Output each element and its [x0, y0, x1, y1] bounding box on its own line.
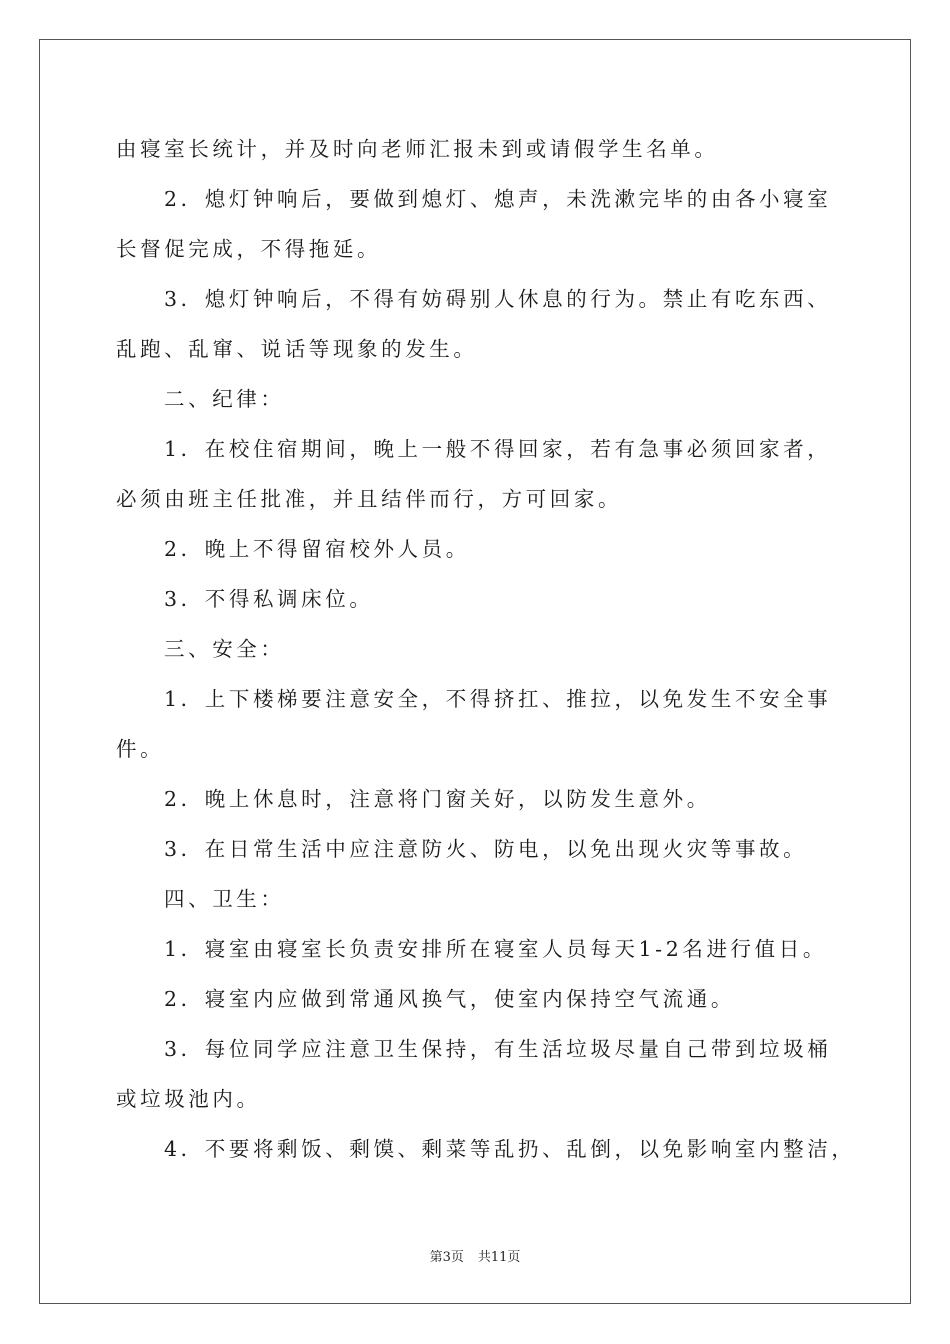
text-line: 3．熄灯钟响后，不得有妨碍别人休息的行为。禁止有吃东西、: [164, 287, 832, 311]
text-line: 件。: [116, 737, 165, 761]
text-line: 2．寝室内应做到常通风换气，使室内保持空气流通。: [164, 987, 735, 1011]
page-footer: [0, 1246, 950, 1265]
text-line: 1．寝室由寝室长负责安排所在寝室人员每天1-2名进行值日。: [164, 937, 827, 961]
text-line: 4．不要将剩饭、剩馍、剩菜等乱扔、乱倒，以免影响室内整洁，: [164, 1137, 856, 1161]
text-line: 或垃圾池内。: [116, 1087, 261, 1111]
text-line: 3．不得私调床位。: [164, 587, 374, 611]
text-line: 1．上下楼梯要注意安全，不得挤扛、推拉，以免发生不安全事: [164, 687, 832, 711]
text-line: 3．每位同学应注意卫生保持，有生活垃圾尽量自己带到垃圾桶: [164, 1037, 832, 1061]
text-line: 由寝室长统计，并及时向老师汇报未到或请假学生名单。: [116, 137, 719, 161]
page-number: 第3页: [429, 1250, 464, 1265]
text-line: 四、卫生：: [164, 887, 285, 911]
text-line: 2．熄灯钟响后，要做到熄灯、熄声，未洗漱完毕的由各小寝室: [164, 187, 832, 211]
text-line: 长督促完成，不得拖延。: [116, 237, 382, 261]
document-body: [116, 129, 856, 1179]
text-line: 2．晚上不得留宿校外人员。: [164, 537, 470, 561]
text-line: 3．在日常生活中应注意防火、防电，以免出现火灾等事故。: [164, 837, 808, 861]
text-line: 乱跑、乱窜、说话等现象的发生。: [116, 337, 478, 361]
text-line: 2．晚上休息时，注意将门窗关好，以防发生意外。: [164, 787, 711, 811]
text-line: 二、纪律：: [164, 387, 285, 411]
text-line: 三、安全：: [164, 637, 285, 661]
page-total: 共11页: [477, 1250, 521, 1265]
text-line: 1．在校住宿期间，晚上一般不得回家，若有急事必须回家者，: [164, 437, 832, 461]
text-line: 必须由班主任批准，并且结伴而行，方可回家。: [116, 487, 623, 511]
